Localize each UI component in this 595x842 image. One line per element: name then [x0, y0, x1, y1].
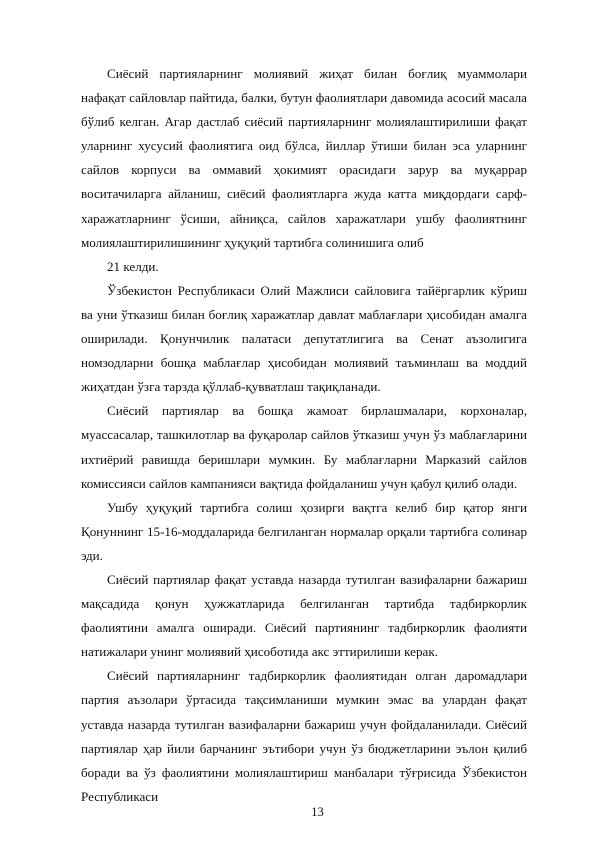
paragraph-2: 21 келди. [107, 258, 159, 274]
body-text [81, 62, 527, 809]
paragraph-1: Сиёсий партияларнинг молиявий жиҳат билан боғлиқ муаммолари нафақат сайловлар пайтида, балки, бутун фаолиятлари давомида асосий масала бўлиб келган. Агар дастлаб сиёсий партияларнинг молиялаштирилиши фақат уларнинг хусусий фаолиятига оид бўлса, йиллар ўтиши билан эса уларнинг сайлов корпуси ва оммавий ҳокимият орасидаги зарур ва муқаррар воситачиларга айланиш, сиёсий фаолиятларга жуда катта миқдордаги сарф-харажатларнинг ўсиши, айниқса, сайлов харажатлари ушбу фаолиятнинг молиялаштирилишининг ҳуқуқий тартибга солинишига олиб [81, 66, 527, 250]
page-number: 13 [311, 805, 324, 819]
paragraph-6: Сиёсий партиялар фақат уставда назарда тутилган вазифаларни бажариш мақсадида қонун ҳужжатларида белгиланган тартибда тадбиркорлик фаолиятини амалга оширади. Сиёсий партиянинг тадбиркорлик фаолияти натижалари унинг молиявий ҳисоботида акс эттирилиши керак. [81, 571, 527, 660]
paragraph-5: Ушбу ҳуқуқий тартибга солиш ҳозирги вақтга келиб бир қатор янги Қонуннинг 15-16-моддаларида белгиланган нормалар орқали тартибга солинар эди. [81, 499, 527, 563]
paragraph-3: Ўзбекистон Республикаси Олий Мажлиси сайловига тайёргарлик кўриш ва уни ўтказиш билан боғлиқ харажатлар давлат маблағлари ҳисобидан амалга оширилади. Қонунчилик палатаси депутатлигига ва Сенат аъзолигига номзодларни бошқа маблағлар ҳисобидан молиявий таъминлаш ва моддий жиҳатдан ўзга тарзда қўллаб-қувватлаш тақиқланади. [81, 282, 527, 395]
paragraph-7: Сиёсий партияларнинг тадбиркорлик фаолиятидан олган даромадлари партия аъзолари ўртасида тақсимланиши мумкин эмас ва улардан фақат уставда назарда тутилган вазифаларни бажариш учун фойдаланилади. Сиёсий партиялар ҳар йили барчанинг эътибори учун ўз бюджетларини эълон қилиб боради ва ўз фаолиятини молиялаштириш манбалари тўғрисида Ўзбекистон Республикаси [81, 668, 527, 804]
paragraph-4: Сиёсий партиялар ва бошқа жамоат бирлашмалари, корхоналар, муассасалар, ташкилотлар ва фуқаролар сайлов ўтказиш учун ўз маблағларини ихтиёрий равишда беришлари мумкин. Бу маблағларни Марказий сайлов комиссияси сайлов кампанияси вақтида фойдаланиш учун қабул қилиб олади. [81, 403, 527, 491]
